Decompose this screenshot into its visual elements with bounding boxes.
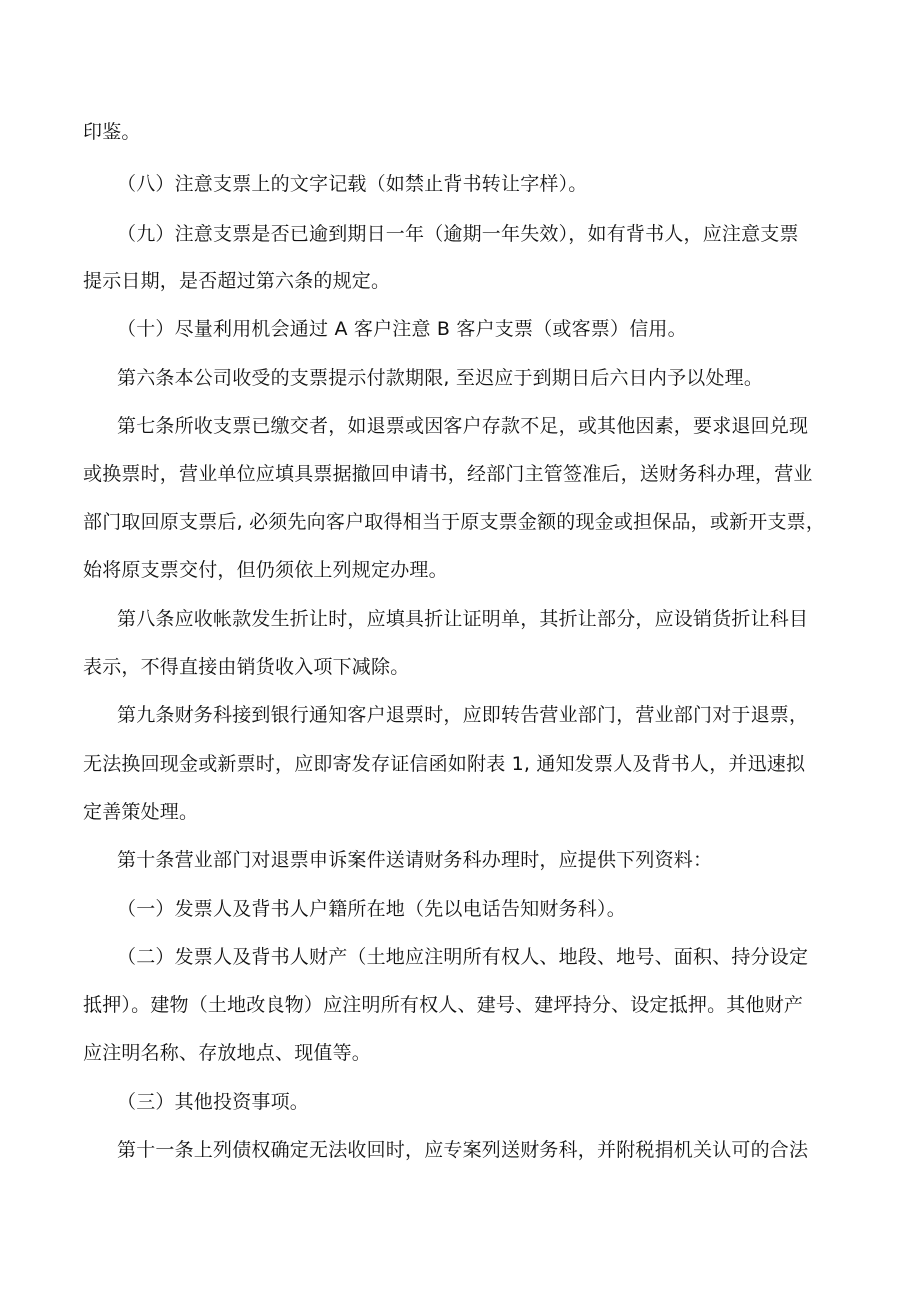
text-line: （九）注意支票是否已逾到期日一年（逾期一年失效），如有背书人，应注意支票 (117, 223, 799, 245)
text-line: 第九条财务科接到银行通知客户退票时，应即转告营业部门，营业部门对于退票， (117, 704, 809, 726)
text-line: 无法换回现金或新票时，应即寄发存证信函如附表 1, 通知发票人及背书人，并迅速拟 (83, 753, 806, 775)
text-line: （十）尽量利用机会通过 A 客户注意 B 客户支票（或客票）信用。 (117, 318, 687, 340)
text-line: 第八条应收帐款发生折让时，应填具折让证明单，其折让部分，应设销货折让科目 (117, 608, 809, 630)
text-line: 定善策处理。 (83, 801, 199, 823)
text-line: 第十一条上列债权确定无法收回时，应专案列送财务科，并附税捐机关认可的合法 (117, 1139, 809, 1161)
text-line: 部门取回原支票后, 必须先向客户取得相当于原支票金额的现金或担保品，或新开支票， (83, 511, 826, 533)
text-line: （一）发票人及背书人户籍所在地（先以电话告知财务科）。 (117, 898, 626, 920)
text-line: 抵押）。建物（土地改良物）应注明所有权人、建号、建坪持分、设定抵押。其他财产 (83, 994, 804, 1016)
text-line: 提示日期，是否超过第六条的规定。 (83, 270, 391, 292)
text-line: （三）其他投资事项。 (117, 1091, 310, 1113)
text-line: （二）发票人及背书人财产（土地应注明所有权人、地段、地号、面积、持分设定 (117, 946, 809, 968)
text-line: 第六条本公司收受的支票提示付款期限, 至迟应于到期日后六日内予以处理。 (117, 367, 764, 389)
text-line: 表示，不得直接由销货收入项下减除。 (83, 656, 410, 678)
text-line: 始将原支票交付，但仍须依上列规定办理。 (83, 559, 448, 581)
text-line: 第七条所收支票已缴交者，如退票或因客户存款不足，或其他因素，要求退回兑现 (117, 415, 809, 437)
text-line: 或换票时，营业单位应填具票据撤回申请书，经部门主管签准后，送财务科办理，营业 (83, 463, 813, 485)
text-line: 印鉴。 (83, 121, 141, 143)
text-line: 应注明名称、存放地点、现值等。 (83, 1042, 372, 1064)
text-line: （八）注意支票上的文字记载（如禁止背书转让字样）。 (117, 173, 588, 195)
text-line: 第十条营业部门对退票申诉案件送请财务科办理时，应提供下列资料： (117, 849, 713, 871)
